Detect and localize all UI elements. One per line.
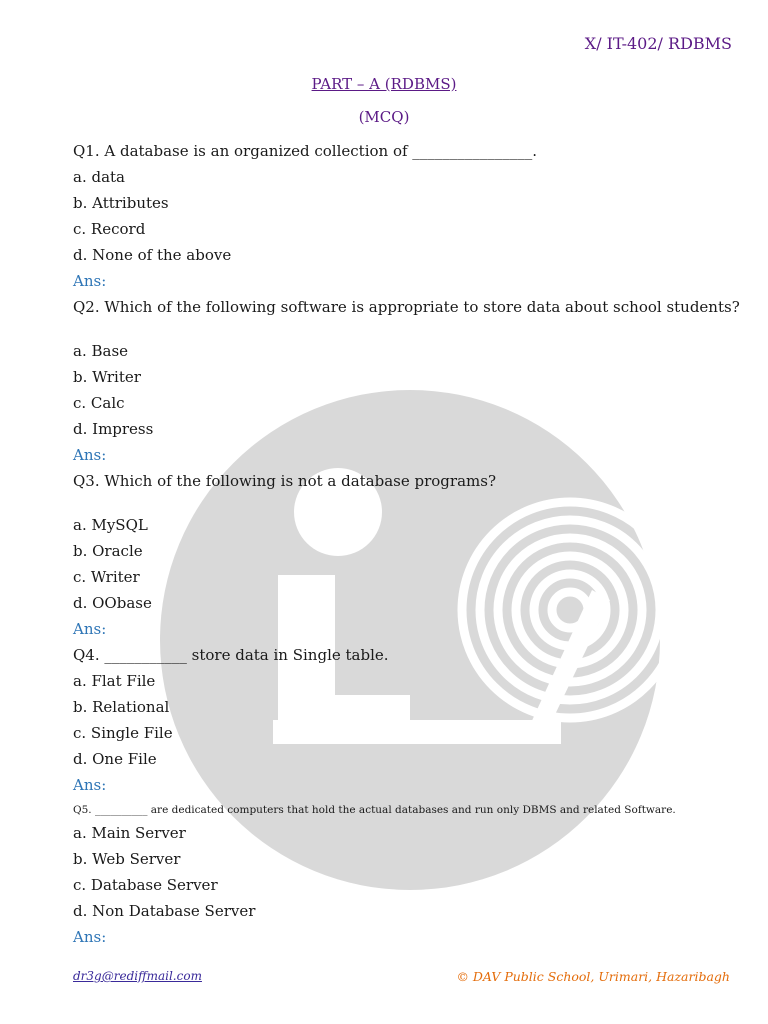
document-header-code: X/ IT-402/ RDBMS — [584, 34, 732, 53]
q5-option-b: b. Web Server — [73, 850, 181, 868]
q3-option-a: a. MySQL — [73, 516, 148, 534]
q3-option-b: b. Oracle — [73, 542, 143, 560]
question-2: Q2. Which of the following software is appropriate to store data about school students? — [73, 298, 740, 316]
q2-option-a: a. Base — [73, 342, 129, 360]
q1-option-c: c. Record — [73, 220, 146, 238]
q1-option-d: d. None of the above — [73, 246, 232, 264]
q3-answer-label: Ans: — [73, 620, 107, 638]
q4-option-a: a. Flat File — [73, 672, 156, 690]
part-title: PART – A (RDBMS) — [311, 75, 457, 93]
q5-option-a: a. Main Server — [73, 824, 186, 842]
q2-option-c: c. Calc — [73, 394, 125, 412]
q4-option-b: b. Relational — [73, 698, 170, 716]
footer-credit: © DAV Public School, Urimari, Hazaribagh — [456, 969, 730, 984]
footer-email-link[interactable]: dr3g@rediffmail.com — [73, 969, 202, 983]
q5-option-d: d. Non Database Server — [73, 902, 256, 920]
q4-option-c: c. Single File — [73, 724, 173, 742]
q1-option-a: a. data — [73, 168, 125, 186]
question-1: Q1. A database is an organized collection of ________________. — [73, 142, 538, 160]
q1-option-b: b. Attributes — [73, 194, 169, 212]
q2-answer-label: Ans: — [73, 446, 107, 464]
section-title: (MCQ) — [358, 108, 410, 126]
question-4: Q4. ___________ store data in Single table. — [73, 646, 389, 664]
q3-option-d: d. OObase — [73, 594, 152, 612]
q2-option-b: b. Writer — [73, 368, 141, 386]
q4-option-d: d. One File — [73, 750, 157, 768]
q1-answer-label: Ans: — [73, 272, 107, 290]
q4-answer-label: Ans: — [73, 776, 107, 794]
q3-option-c: c. Writer — [73, 568, 140, 586]
question-5: Q5. __________ are dedicated computers that hold the actual databases and run only DBMS and related Software. — [73, 804, 676, 816]
question-3: Q3. Which of the following is not a database programs? — [73, 472, 496, 490]
q5-option-c: c. Database Server — [73, 876, 218, 894]
q2-option-d: d. Impress — [73, 420, 154, 438]
q5-answer-label: Ans: — [73, 928, 107, 946]
